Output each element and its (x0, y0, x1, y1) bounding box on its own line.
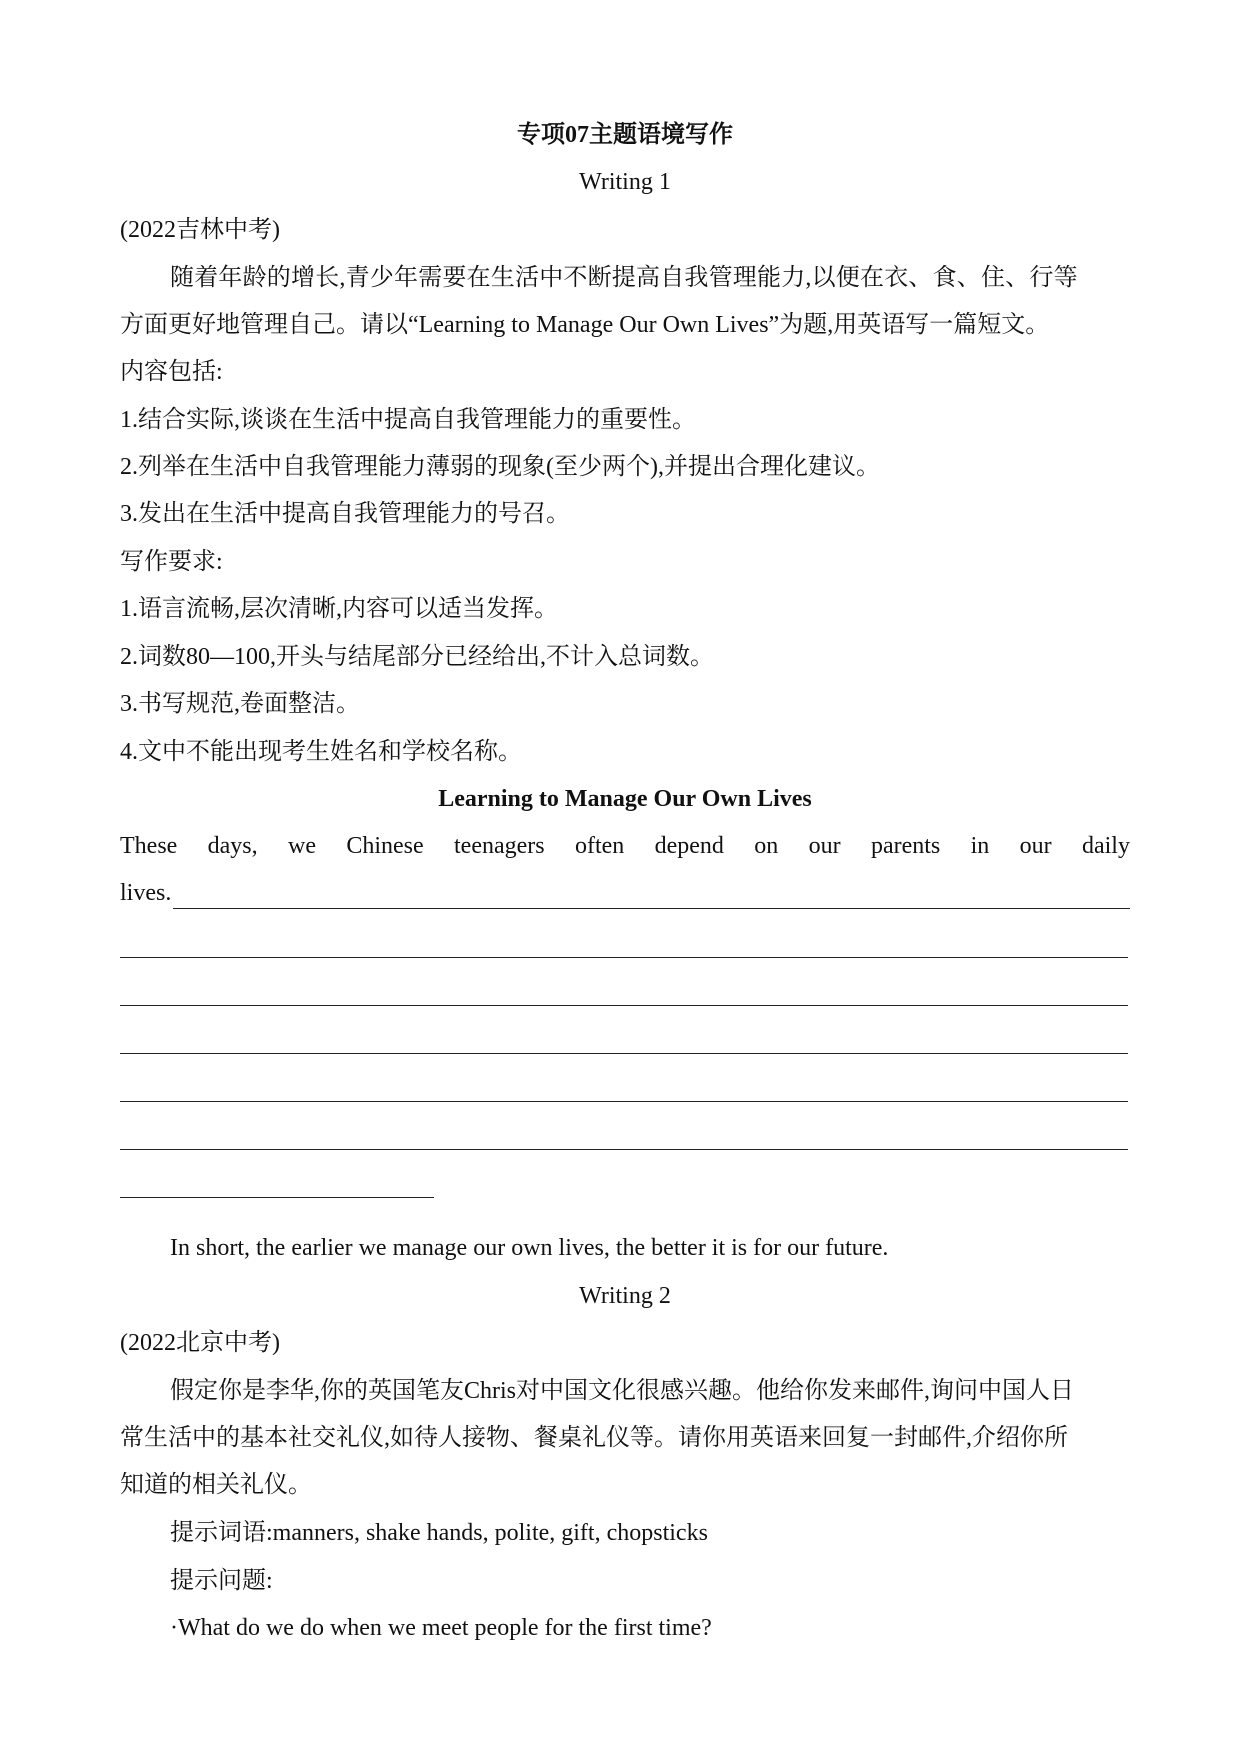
prompt-text: 随着年龄的增长,青少年需要在生活中不断提高自我管理能力,以便在衣、食、住、行等 (170, 265, 1078, 291)
content-item-2: 2.列举在生活中自我管理能力薄弱的现象(至少两个),并提出合理化建议。 (120, 454, 880, 480)
writing-blank-line[interactable] (120, 1005, 1128, 1006)
opening-word: days, (207, 833, 258, 859)
requirement-3: 3.书写规范,卷面整洁。 (120, 691, 360, 717)
opening-word: depend (654, 833, 724, 859)
writing-blank-line[interactable] (120, 1149, 1128, 1150)
opening-word: we (288, 833, 316, 859)
writing1-source: (2022吉林中考) (120, 217, 280, 243)
hint-questions-label: 提示问题: (170, 1568, 273, 1594)
writing-blank-line-short[interactable] (120, 1197, 434, 1198)
opening-word: parents (870, 833, 941, 859)
opening-word: daily (1081, 833, 1130, 859)
requirement-1: 1.语言流畅,层次清晰,内容可以适当发挥。 (120, 596, 558, 622)
requirements-label: 写作要求: (120, 549, 223, 575)
writing2-prompt-line2: 常生活中的基本社交礼仪,如待人接物、餐桌礼仪等。请你用英语来回复一封邮件,介绍你所 (120, 1425, 1068, 1451)
writing2-prompt-line1: 假定你是李华,你的英国笔友Chris对中国文化很感兴趣。他给你发来邮件,询问中国人日 (170, 1378, 1075, 1404)
writing1-heading: Writing 1 (579, 169, 671, 195)
essay-closing: In short, the earlier we manage our own lives, the better it is for our future. (170, 1235, 889, 1261)
writing-blank-line[interactable] (120, 1053, 1128, 1054)
content-item-3: 3.发出在生活中提高自我管理能力的号召。 (120, 501, 570, 527)
essay-title: Learning to Manage Our Own Lives (438, 786, 812, 812)
opening-word: teenagers (454, 833, 545, 859)
opening-word: on (754, 833, 779, 859)
writing-blank-line[interactable] (120, 957, 1128, 958)
hint-words: 提示词语:manners, shake hands, polite, gift, chopsticks (170, 1520, 708, 1546)
writing1-prompt-line1 (120, 262, 1130, 294)
opening-word: These (120, 833, 178, 859)
opening-word: often (574, 833, 625, 859)
writing-blank-line[interactable] (120, 1101, 1128, 1102)
writing1-prompt-line2: 方面更好地管理自己。请以“Learning to Manage Our Own Lives”为题,用英语写一篇短文。 (120, 312, 1050, 338)
requirement-4: 4.文中不能出现考生姓名和学校名称。 (120, 739, 522, 765)
writing2-source: (2022北京中考) (120, 1330, 280, 1356)
writing-blank-line[interactable] (173, 886, 1130, 909)
opening-word: in (970, 833, 990, 859)
hint-question-1: ·What do we do when we meet people for the first time? (170, 1615, 712, 1641)
opening-word: our (1019, 833, 1052, 859)
requirement-2: 2.词数80—100,开头与结尾部分已经给出,不计入总词数。 (120, 644, 714, 670)
opening-end: lives. (120, 880, 172, 906)
writing2-prompt-line3: 知道的相关礼仪。 (120, 1472, 312, 1498)
content-label: 内容包括: (120, 359, 223, 385)
essay-lives-line (120, 877, 1130, 909)
content-item-1: 1.结合实际,谈谈在生活中提高自我管理能力的重要性。 (120, 407, 696, 433)
page-title: 专项07主题语境写作 (517, 122, 733, 148)
opening-word: our (808, 833, 841, 859)
writing2-heading: Writing 2 (579, 1283, 671, 1309)
essay-opening-line (120, 830, 1130, 862)
opening-word: Chinese (346, 833, 424, 859)
